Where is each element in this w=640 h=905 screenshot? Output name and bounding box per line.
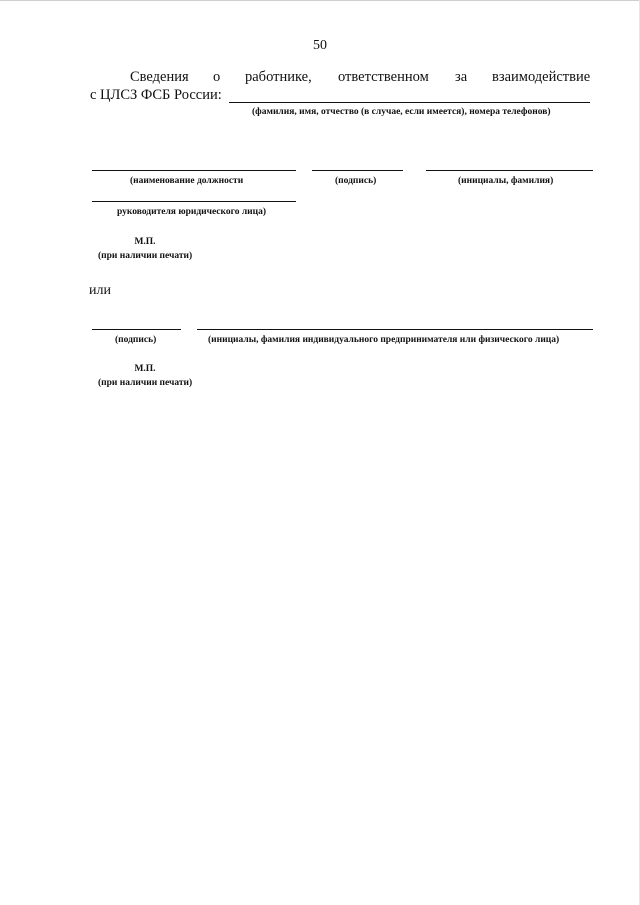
legal-entity-caption: руководителя юридического лица) [117,207,267,217]
signature-line [312,170,403,171]
position-caption: (наименование должности [130,176,244,186]
employee-details-caption: (фамилия, имя, отчество (в случае, если имеется), номера телефонов) [252,107,551,117]
signature-line-2 [92,329,181,330]
seal-label: М.П. [134,237,156,247]
position-line [92,170,296,171]
signature-caption: (подпись) [335,176,377,186]
employee-details-line [229,102,590,103]
legal-entity-line [92,201,296,202]
title-word-2: о [213,69,221,85]
title-word-3: работнике, [245,69,312,85]
seal-label-2: М.П. [134,364,156,374]
title-word-1: Сведения [130,69,189,85]
title-word-4: ответственном [338,69,429,85]
entrepreneur-line [197,329,593,330]
initials-line [426,170,593,171]
entrepreneur-caption: (инициалы, фамилия индивидуального предпринимателя или физического лица) [208,335,560,345]
scan-top-edge [0,0,640,1]
or-separator: или [89,283,111,298]
title-line2-prefix: с ЦЛСЗ ФСБ России: [90,87,222,103]
seal-note-2: (при наличии печати) [98,378,193,388]
signature-caption-2: (подпись) [115,335,157,345]
initials-caption: (инициалы, фамилия) [458,176,554,186]
page-number: 50 [313,38,327,53]
title-word-5: за [455,69,468,85]
title-word-6: взаимодействие [492,69,591,85]
seal-note: (при наличии печати) [98,251,193,261]
